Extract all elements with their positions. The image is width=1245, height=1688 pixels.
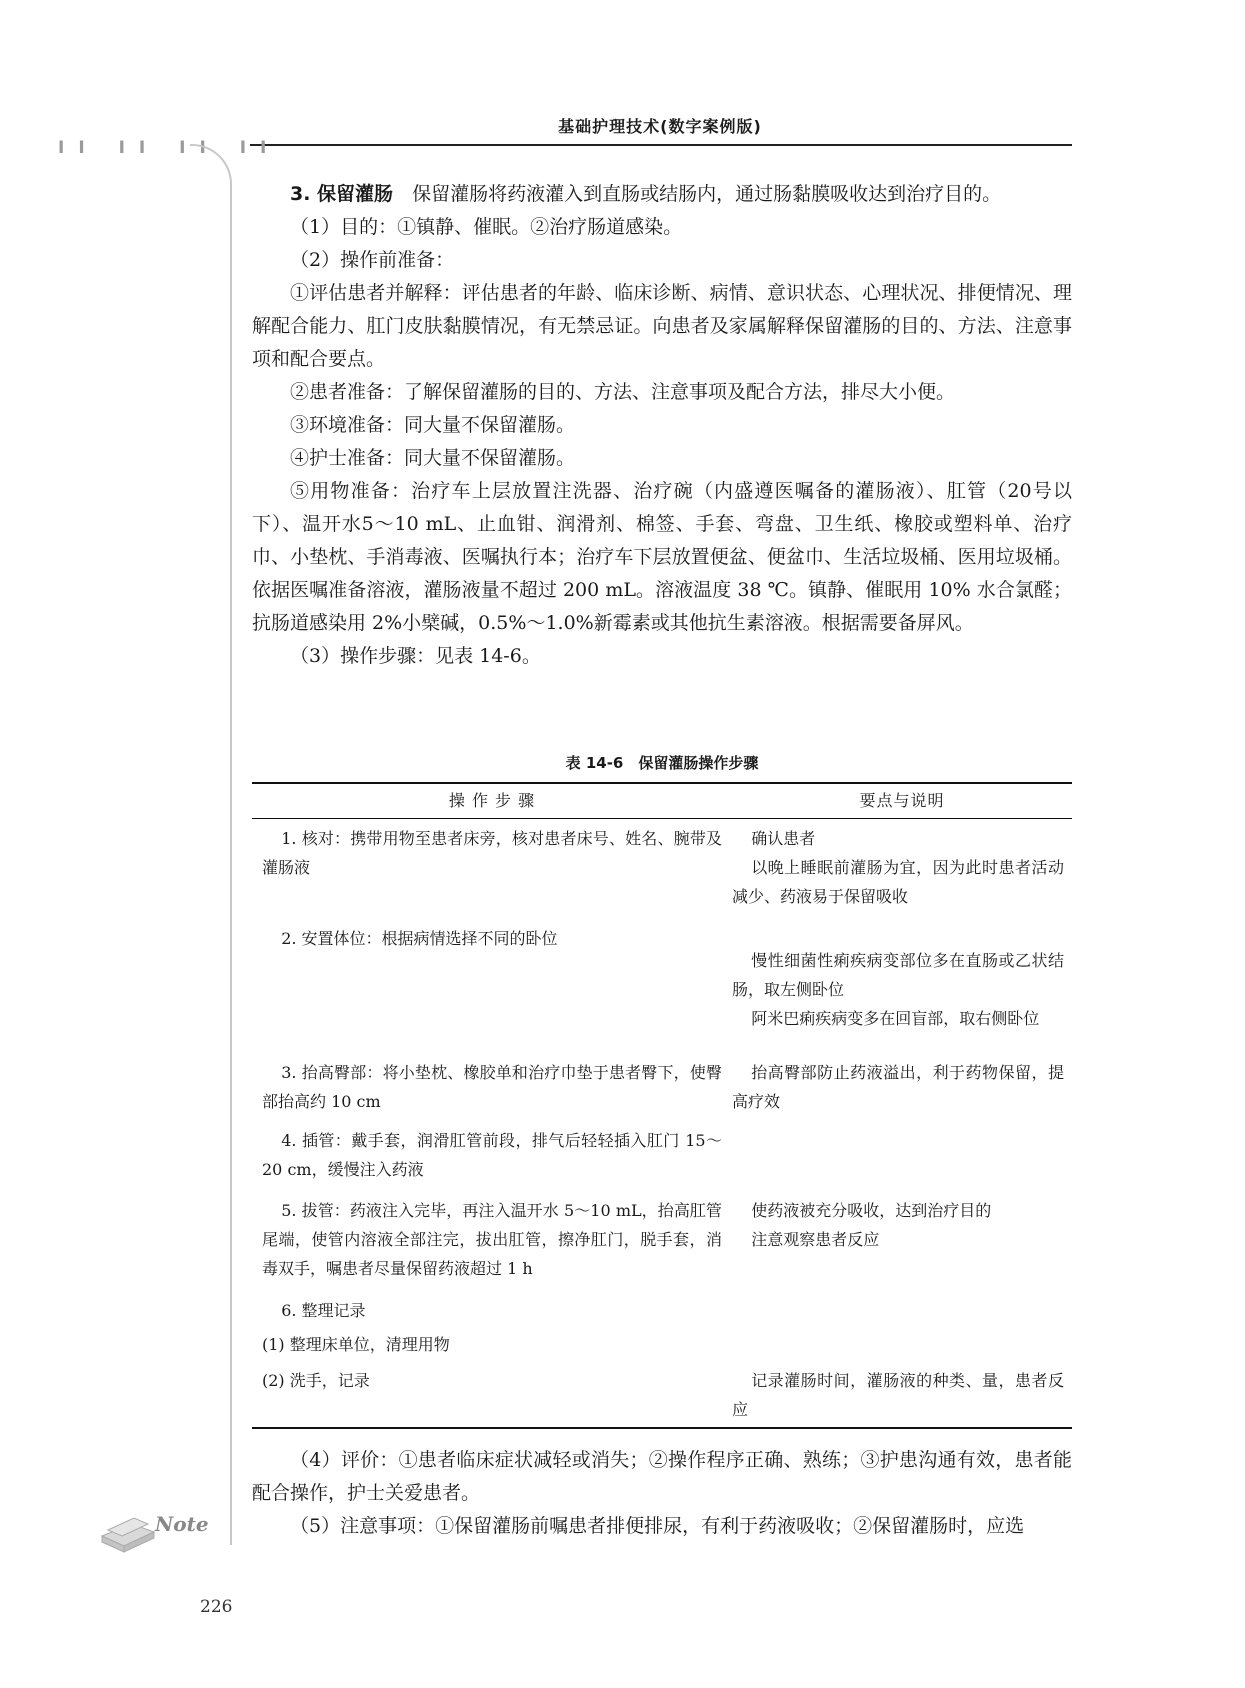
table-header-steps: 操 作 步 骤 <box>448 791 536 810</box>
table-row-note <box>732 946 1064 1033</box>
paragraph-assess: ①评估患者并解释：评估患者的年龄、临床诊断、病情、意识状态、心理状况、排便情况、理解配合能力、肛门皮肤黏膜情况，有无禁忌证。向患者及家属解释保留灌肠的目的、方法、注意事项和配合要点。 <box>252 282 1072 370</box>
paragraph-supplies-prep: ⑤用物准备：治疗车上层放置注洗器、治疗碗（内盛遵医嘱备的灌肠液）、肛管（20号以下）、温开水5～10 mL、止血钳、润滑剂、棉签、手套、弯盘、卫生纸、橡胶或塑料单、治疗巾、小垫枕、手消毒液、医嘱执行本；治疗车下层放置便盆、便盆巾、生活垃圾桶、医用垃圾桶。依据医嘱准备溶液，灌肠液量不超过 200 mL。溶液温度 38 ℃。镇静、催眠用 10% 水合氯醛；抗肠道感染用 2%小檗碱，0.5%～1.0%新霉素或其他抗生素溶液。根据需要备屏风。 <box>252 480 1072 634</box>
margin-line-decoration <box>230 200 232 1545</box>
step-text: 3. 抬高臀部：将小垫枕、橡胶单和治疗巾垫于患者臀下，使臀部抬高约 10 cm <box>262 1063 722 1111</box>
paragraph-nurse-prep: ④护士准备：同大量不保留灌肠。 <box>290 447 576 469</box>
paragraph-precautions: （5）注意事项：①保留灌肠前嘱患者排便排尿，有利于药液吸收；②保留灌肠时，应选 <box>290 1515 1025 1537</box>
paragraph-steps-ref: （3）操作步骤：见表 14-6。 <box>290 645 541 667</box>
paragraph-evaluation: （4）评价：①患者临床症状减轻或消失；②操作程序正确、熟练；③护患沟通有效，患者能配合操作，护士关爱患者。 <box>252 1449 1072 1504</box>
table-row-note <box>732 1058 1064 1116</box>
note-text: 抬高臀部防止药液溢出，利于药物保留，提高疗效 <box>732 1063 1064 1111</box>
margin-bars-decoration: II II II II <box>58 138 281 158</box>
paragraph-preparation: （2）操作前准备： <box>290 249 455 271</box>
table-row-step <box>262 824 722 882</box>
table-row-note <box>732 1366 1064 1424</box>
note-text: 以晚上睡眠前灌肠为宜，因为此时患者活动减少、药液易于保留吸收 <box>732 858 1064 906</box>
table-row-step <box>262 1366 722 1395</box>
paragraph-environment-prep: ③环境准备：同大量不保留灌肠。 <box>290 414 576 436</box>
note-text: 确认患者 <box>751 829 816 848</box>
header-rule <box>250 144 1072 146</box>
table-bottom-rule <box>252 1427 1072 1429</box>
table-row-step <box>262 1058 722 1116</box>
section-heading: 3. 保留灌肠 <box>290 183 394 205</box>
table-row-step <box>262 1126 722 1184</box>
note-text: 使药液被充分吸收，达到治疗目的 <box>751 1201 992 1220</box>
table-top-rule <box>252 782 1072 784</box>
step-text: 6. 整理记录 <box>281 1301 366 1320</box>
table-header-notes: 要点与说明 <box>859 791 945 810</box>
page-number: 226 <box>200 1597 233 1617</box>
body-text-lower <box>252 1444 1072 1543</box>
table-row-step <box>262 1330 722 1359</box>
note-text: 注意观察患者反应 <box>751 1230 880 1249</box>
table-row-note <box>732 824 1064 911</box>
step-text: (1) 整理床单位，清理用物 <box>262 1335 450 1354</box>
paragraph-retention-enema <box>252 178 1072 211</box>
step-text: 5. 拔管：药液注入完毕，再注入温开水 5～10 mL，抬高肛管尾端，使管内溶液全部注完，拔出肛管，擦净肛门，脱手套，消毒双手，嘱患者尽量保留药液超过 1 h <box>262 1201 722 1278</box>
table-row-step <box>262 924 722 953</box>
note-text: 慢性细菌性痢疾病变部位多在直肠或乙状结肠，取左侧卧位 <box>732 951 1064 999</box>
note-text: 阿米巴痢疾病变多在回盲部，取右侧卧位 <box>751 1009 1040 1028</box>
paragraph-text: 保留灌肠将药液灌入到直肠或结肠内，通过肠黏膜吸收达到治疗目的。 <box>393 183 1002 205</box>
note-text: 记录灌肠时间，灌肠液的种类、量，患者反应 <box>732 1371 1064 1419</box>
step-text: 1. 核对：携带用物至患者床旁，核对患者床号、姓名、腕带及灌肠液 <box>262 829 722 877</box>
step-text: (2) 洗手，记录 <box>262 1371 370 1390</box>
table-row-step <box>262 1196 722 1283</box>
paragraph-purpose: （1）目的：①镇静、催眠。②治疗肠道感染。 <box>290 216 683 238</box>
table-row-step <box>262 1296 722 1325</box>
step-text: 2. 安置体位：根据病情选择不同的卧位 <box>281 929 558 948</box>
running-header: 基础护理技术(数字案例版) <box>558 117 762 136</box>
table-header-rule <box>252 818 1072 819</box>
table-row-note <box>732 1196 1064 1254</box>
note-label: Note <box>155 1512 209 1536</box>
paragraph-patient-prep: ②患者准备：了解保留灌肠的目的、方法、注意事项及配合方法，排尽大小便。 <box>290 381 956 403</box>
step-text: 4. 插管：戴手套，润滑肛管前段，排气后轻轻插入肛门 15～20 cm，缓慢注入药液 <box>262 1131 722 1179</box>
body-text-upper <box>252 178 1072 673</box>
table-caption: 表 14-6 保留灌肠操作步骤 <box>565 754 759 772</box>
